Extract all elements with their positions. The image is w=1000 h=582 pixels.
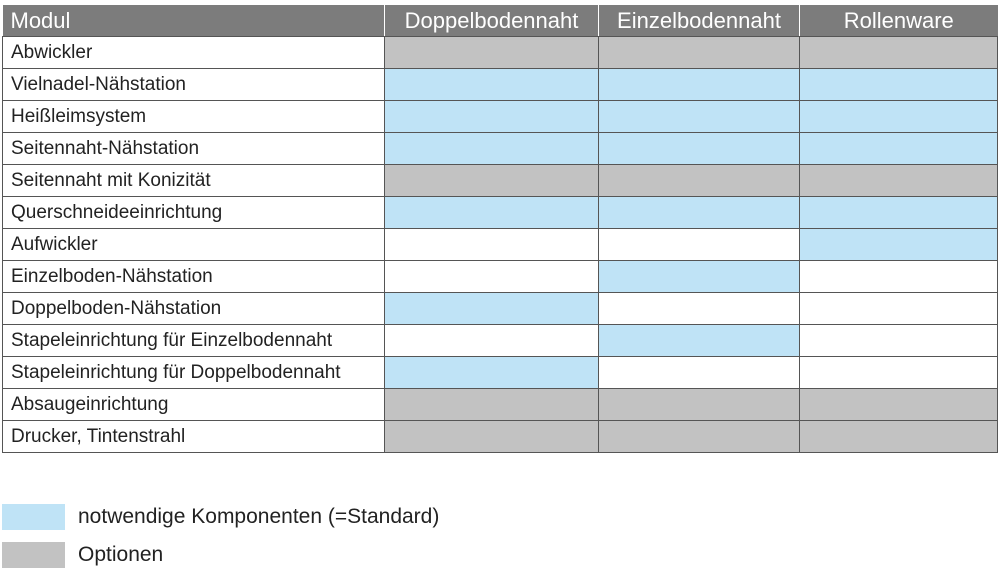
- table-row: [3, 325, 998, 357]
- matrix-cell-none: [385, 261, 599, 293]
- matrix-cell-option: [800, 37, 998, 69]
- legend-standard-swatch: [2, 504, 65, 530]
- table-row: [3, 69, 998, 101]
- legend-standard-label: notwendige Komponenten (=Standard): [78, 505, 440, 528]
- table-row: [3, 197, 998, 229]
- row-label: Doppelboden-Nähstation: [3, 293, 385, 325]
- table-row: [3, 133, 998, 165]
- row-label: Absaugeinrichtung: [3, 389, 385, 421]
- module-matrix-table: [2, 4, 998, 453]
- header-modul: Modul: [3, 5, 385, 37]
- matrix-cell-none: [385, 325, 599, 357]
- matrix-cell-standard: [385, 133, 599, 165]
- table-row: [3, 389, 998, 421]
- matrix-cell-standard: [599, 101, 800, 133]
- row-label: Querschneideeinrichtung: [3, 197, 385, 229]
- table-row: [3, 37, 998, 69]
- matrix-cell-standard: [599, 69, 800, 101]
- matrix-cell-standard: [800, 69, 998, 101]
- row-label: Stapeleinrichtung für Einzelbodennaht: [3, 325, 385, 357]
- matrix-cell-standard: [385, 357, 599, 389]
- matrix-cell-none: [800, 293, 998, 325]
- row-label: Vielnadel-Nähstation: [3, 69, 385, 101]
- row-label: Drucker, Tintenstrahl: [3, 421, 385, 453]
- matrix-cell-standard: [385, 101, 599, 133]
- table-row: [3, 421, 998, 453]
- matrix-cell-standard: [599, 325, 800, 357]
- table-row: [3, 261, 998, 293]
- matrix-cell-option: [385, 389, 599, 421]
- matrix-cell-none: [599, 293, 800, 325]
- matrix-cell-option: [385, 37, 599, 69]
- matrix-cell-option: [385, 165, 599, 197]
- matrix-cell-standard: [385, 197, 599, 229]
- row-label: Seitennaht-Nähstation: [3, 133, 385, 165]
- matrix-cell-none: [599, 229, 800, 261]
- table-row: [3, 101, 998, 133]
- matrix-cell-standard: [800, 197, 998, 229]
- matrix-cell-none: [800, 261, 998, 293]
- matrix-cell-option: [800, 165, 998, 197]
- matrix-cell-option: [599, 165, 800, 197]
- matrix-cell-option: [800, 421, 998, 453]
- header-rollenware: Rollenware: [800, 5, 998, 37]
- table-row: [3, 229, 998, 261]
- row-label: Seitennaht mit Konizität: [3, 165, 385, 197]
- header-einzelbodennaht: Einzelbodennaht: [599, 5, 800, 37]
- row-label: Stapeleinrichtung für Doppelbodennaht: [3, 357, 385, 389]
- matrix-cell-standard: [599, 197, 800, 229]
- row-label: Abwickler: [3, 37, 385, 69]
- matrix-cell-standard: [599, 133, 800, 165]
- matrix-cell-none: [599, 357, 800, 389]
- table-row: [3, 165, 998, 197]
- legend-standard: [2, 503, 602, 531]
- matrix-cell-option: [385, 421, 599, 453]
- matrix-cell-none: [800, 325, 998, 357]
- legend-option: [2, 541, 602, 569]
- table-row: [3, 293, 998, 325]
- header-doppelbodennaht: Doppelbodennaht: [385, 5, 599, 37]
- matrix-cell-option: [599, 421, 800, 453]
- legend-option-swatch: [2, 542, 65, 568]
- matrix-cell-standard: [385, 69, 599, 101]
- matrix-cell-standard: [800, 101, 998, 133]
- row-label: Einzelboden-Nähstation: [3, 261, 385, 293]
- matrix-cell-option: [599, 389, 800, 421]
- matrix-cell-none: [800, 357, 998, 389]
- row-label: Heißleimsystem: [3, 101, 385, 133]
- matrix-cell-none: [385, 229, 599, 261]
- matrix-cell-standard: [800, 133, 998, 165]
- matrix-cell-standard: [385, 293, 599, 325]
- matrix-cell-option: [800, 389, 998, 421]
- header-row: [3, 5, 998, 37]
- table-body: [3, 37, 998, 453]
- legend-option-label: Optionen: [78, 543, 164, 566]
- row-label: Aufwickler: [3, 229, 385, 261]
- matrix-cell-standard: [800, 229, 998, 261]
- table-row: [3, 357, 998, 389]
- matrix-cell-standard: [599, 261, 800, 293]
- matrix-cell-option: [599, 37, 800, 69]
